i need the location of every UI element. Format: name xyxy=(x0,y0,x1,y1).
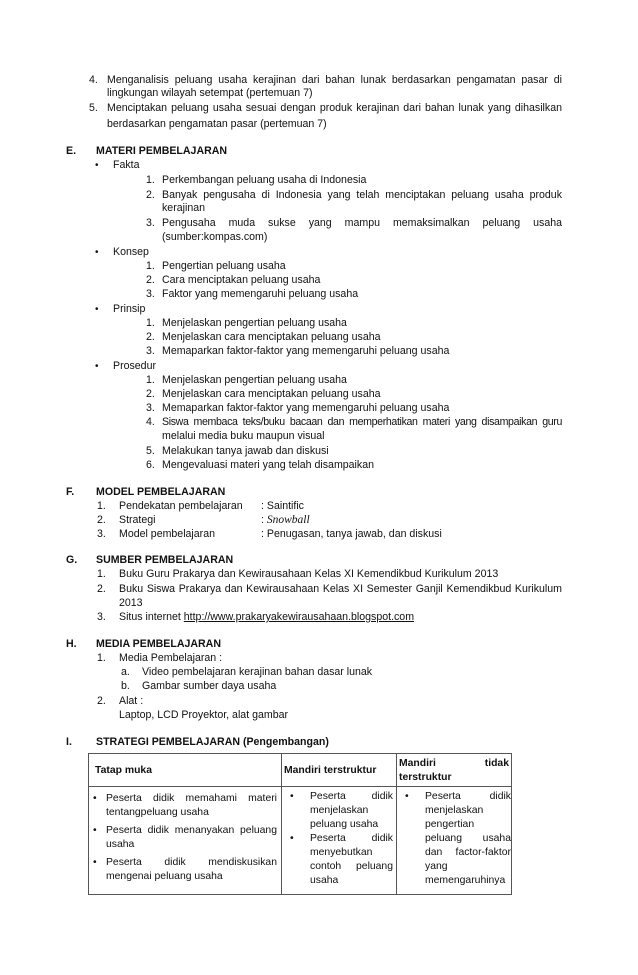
bullet-icon: • xyxy=(95,247,99,258)
prosedur-5-text: Melakukan tanya jawab dan diskusi xyxy=(162,445,329,457)
source-3-number: 3. xyxy=(97,611,106,623)
prinsip-2-text: Menjelaskan cara menciptakan peluang usaha xyxy=(162,331,381,343)
media-b-text: Gambar sumber daya usaha xyxy=(142,680,277,692)
fakta-3-number: 3. xyxy=(146,217,155,229)
alat-number: 2. xyxy=(97,695,106,707)
konsep-3-text: Faktor yang memengaruhi peluang usaha xyxy=(162,288,359,300)
prosedur-4-number: 4. xyxy=(146,416,155,428)
objective-4-line2: lingkungan wilayah setempat (pertemuan 7) xyxy=(107,87,313,99)
alat-label: Alat : xyxy=(119,695,144,707)
prinsip-3-text: Memaparkan faktor-faktor yang memengaruhi peluang usaha xyxy=(162,345,450,357)
prosedur-5-number: 5. xyxy=(146,445,155,457)
mandiri-tidak-terstruktur-item-1: • Peserta didik menjelaskan pengertian peluang usaha dan factor-faktor yang memengaruhinya xyxy=(401,790,511,888)
mandiri-terstruktur-list xyxy=(282,787,396,888)
strategy-table-body-row xyxy=(89,787,512,895)
objective-4-line1: Menganalisis peluang usaha kerajinan dari bahan lunak berdasarkan pengamatan pasar di xyxy=(107,74,562,86)
mandiri-tidak-terstruktur-list xyxy=(397,787,511,888)
fakta-1-text: Perkembangan peluang usaha di Indonesia xyxy=(162,174,367,186)
objective-5-line2: berdasarkan pengamatan pasar (pertemuan 7) xyxy=(107,118,327,130)
cell-mandiri-tidak-terstruktur xyxy=(397,787,512,895)
source-2-line1: Buku Siswa Prakarya dan Kewirausahaan Kelas XI Semester Ganjil Kemendikbud Kurikulum xyxy=(119,583,562,595)
fakta-2-line2: kerajinan xyxy=(162,202,205,214)
konsep-1-text: Pengertian peluang usaha xyxy=(162,260,286,272)
strategy-table-header-row xyxy=(89,754,512,787)
konsep-2-number: 2. xyxy=(146,274,155,286)
tatap-muka-item-2: • Peserta didik menanyakan peluang usaha xyxy=(89,824,277,852)
alat-text: Laptop, LCD Proyektor, alat gambar xyxy=(119,709,289,721)
fakta-3-line1: Pengusaha muda sukse yang mampu memaksimalkan peluang usaha xyxy=(162,217,562,229)
section-e-title: MATERI PEMBELAJARAN xyxy=(96,145,228,157)
prosedur-4-line2: melalui media buku maupun visual xyxy=(162,430,325,442)
objective-4-number: 4. xyxy=(89,74,98,86)
tatap-muka-item-1: • Peserta didik memahami materi tentangpeluang usaha xyxy=(89,792,277,820)
bullet-icon: • xyxy=(95,361,99,372)
bullet-icon: • xyxy=(95,304,99,315)
section-g-title: SUMBER PEMBELAJARAN xyxy=(96,554,234,566)
header-tatap-muka xyxy=(89,754,282,787)
objective-5-number: 5. xyxy=(89,102,98,114)
header-tatap-muka-text: Tatap muka xyxy=(95,765,152,776)
header-mandiri-tidak-terstruktur xyxy=(397,754,512,787)
section-h-title: MEDIA PEMBELAJARAN xyxy=(96,638,221,650)
model-2-colon: : xyxy=(261,514,267,526)
media-number: 1. xyxy=(97,652,106,664)
section-f-letter: F. xyxy=(66,486,75,498)
section-g-letter: G. xyxy=(66,554,78,566)
prosedur-3-text: Memaparkan faktor-faktor yang memengaruhi peluang usaha xyxy=(162,402,450,414)
prosedur-6-number: 6. xyxy=(146,459,155,471)
prosedur-1-number: 1. xyxy=(146,374,155,386)
header-mandiri-terstruktur xyxy=(282,754,397,787)
fakta-2-line1: Banyak pengusaha di Indonesia yang telah menciptakan peluang usaha produk xyxy=(162,189,562,201)
source-1-text: Buku Guru Prakarya dan Kewirausahaan Kelas XI Kemendikbud Kurikulum 2013 xyxy=(119,568,499,580)
fakta-3-line2: (sumber:kompas.com) xyxy=(162,231,268,243)
prinsip-1-text: Menjelaskan pengertian peluang usaha xyxy=(162,317,347,329)
prosedur-2-text: Menjelaskan cara menciptakan peluang usaha xyxy=(162,388,381,400)
model-1-value: : Saintific xyxy=(261,500,304,512)
source-2-number: 2. xyxy=(97,583,106,595)
source-3-link[interactable]: http://www.prakaryakewirausahaan.blogspot.com xyxy=(183,611,415,623)
model-2-label: Strategi xyxy=(119,514,156,526)
section-e-letter: E. xyxy=(66,145,77,157)
prosedur-2-number: 2. xyxy=(146,388,155,400)
fakta-label: Fakta xyxy=(113,159,140,171)
model-3-value: : Penugasan, tanya jawab, dan diskusi xyxy=(261,528,442,540)
source-2-line2: 2013 xyxy=(119,597,143,609)
model-1-label: Pendekatan pembelajaran xyxy=(119,500,243,512)
section-h-letter: H. xyxy=(66,638,77,650)
section-i-letter: I. xyxy=(66,736,72,748)
prosedur-3-number: 3. xyxy=(146,402,155,414)
bullet-icon: • xyxy=(95,160,99,171)
prosedur-4-line1: Siswa membaca teks/buku bacaan dan memperhatikan materi yang disampaikan guru xyxy=(162,416,562,428)
konsep-1-number: 1. xyxy=(146,260,155,272)
media-a-text: Video pembelajaran kerajinan bahan dasar lunak xyxy=(142,666,373,678)
prinsip-label: Prinsip xyxy=(113,303,146,315)
konsep-2-text: Cara menciptakan peluang usaha xyxy=(162,274,321,286)
konsep-label: Konsep xyxy=(113,246,149,258)
header-mandiri-tidak-terstruktur-text: Mandiri tidak terstruktur xyxy=(399,758,509,783)
source-3-text xyxy=(119,611,414,624)
section-f-title: MODEL PEMBELAJARAN xyxy=(96,486,226,498)
strategy-table xyxy=(88,753,512,895)
source-3-prefix: Situs internet xyxy=(119,611,184,623)
prinsip-3-number: 3. xyxy=(146,345,155,357)
source-1-number: 1. xyxy=(97,568,106,580)
fakta-1-number: 1. xyxy=(146,174,155,186)
section-i-title: STRATEGI PEMBELAJARAN (Pengembangan) xyxy=(96,736,329,748)
prinsip-1-number: 1. xyxy=(146,317,155,329)
media-b-letter: b. xyxy=(121,680,130,692)
model-2-value-text: Snowball xyxy=(266,514,310,526)
mandiri-terstruktur-item-1: • Peserta didik menjelaskan peluang usaha xyxy=(286,790,393,832)
media-a-letter: a. xyxy=(121,666,130,678)
mandiri-terstruktur-item-2: • Peserta didik menyebutkan contoh peluang usaha xyxy=(286,832,393,888)
fakta-2-number: 2. xyxy=(146,189,155,201)
cell-tatap-muka xyxy=(89,787,282,895)
tatap-muka-list xyxy=(89,787,281,884)
prosedur-label: Prosedur xyxy=(113,360,156,372)
cell-mandiri-terstruktur xyxy=(282,787,397,895)
model-2-value xyxy=(261,514,310,527)
prinsip-2-number: 2. xyxy=(146,331,155,343)
model-2-number: 2. xyxy=(97,514,106,526)
prosedur-1-text: Menjelaskan pengertian peluang usaha xyxy=(162,374,347,386)
model-3-number: 3. xyxy=(97,528,106,540)
konsep-3-number: 3. xyxy=(146,288,155,300)
model-3-label: Model pembelajaran xyxy=(119,528,215,540)
model-1-number: 1. xyxy=(97,500,106,512)
prosedur-6-text: Mengevaluasi materi yang telah disampaikan xyxy=(162,459,374,471)
media-label: Media Pembelajaran : xyxy=(119,652,223,664)
objective-5-line1: Menciptakan peluang usaha sesuai dengan produk kerajinan dari bahan lunak yang dihasilkan xyxy=(107,102,562,114)
tatap-muka-item-3: • Peserta didik mendiskusikan mengenai peluang usaha xyxy=(89,856,277,884)
header-mandiri-terstruktur-text: Mandiri terstruktur xyxy=(284,765,377,776)
